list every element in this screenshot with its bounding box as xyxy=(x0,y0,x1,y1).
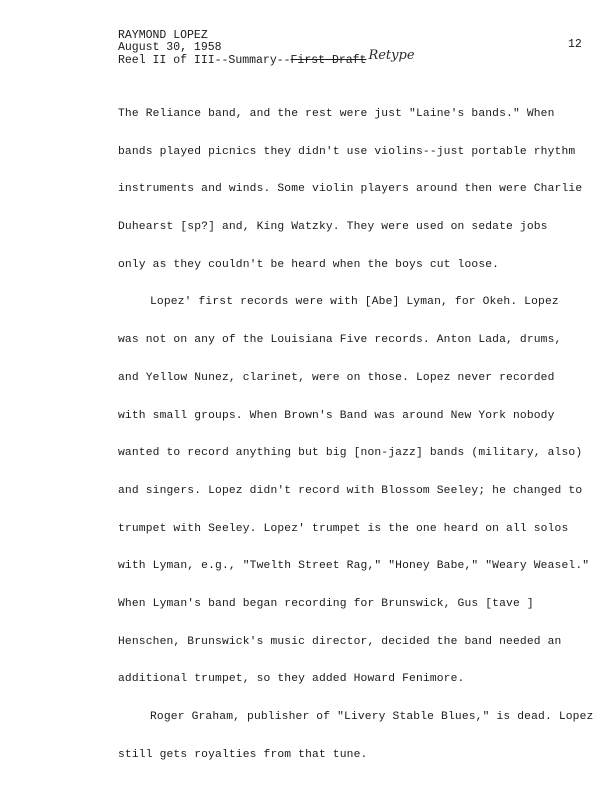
interview-date: August 30, 1958 xyxy=(118,41,222,54)
transcript-body xyxy=(118,96,612,774)
text-line: only as they couldn't be heard when the boys cut loose. xyxy=(118,258,500,271)
reel-label: Reel II of III--Summary-- xyxy=(118,54,291,67)
text-line: Henschen, Brunswick's music director, decided the band needed an xyxy=(118,635,562,648)
text-line: trumpet with Seeley. Lopez' trumpet is the one heard on all solos xyxy=(118,522,569,535)
struck-text: First Draft xyxy=(290,54,367,67)
handwritten-annotation: Retype xyxy=(368,48,415,63)
text-line: and Yellow Nunez, clarinet, were on those. Lopez never recorded xyxy=(118,371,555,384)
text-line: additional trumpet, so they added Howard Fenimore. xyxy=(118,673,465,686)
reel-info xyxy=(118,48,415,67)
page-number: 12 xyxy=(568,38,582,51)
text-line: Duhearst [sp?] and, King Watzky. They were used on sedate jobs xyxy=(118,221,548,234)
text-line: still gets royalties from that tune. xyxy=(118,748,368,761)
text-line: with small groups. When Brown's Band was around New York nobody xyxy=(118,409,555,422)
text-line: was not on any of the Louisiana Five records. Anton Lada, drums, xyxy=(118,334,562,347)
text-line: and singers. Lopez didn't record with Blossom Seeley; he changed to xyxy=(118,484,583,497)
document-header xyxy=(118,30,413,67)
text-line: The Reliance band, and the rest were just "Laine's bands." When xyxy=(118,108,555,120)
text-line: with Lyman, e.g., "Twelth Street Rag," "Honey Babe," "Weary Weasel." xyxy=(118,560,590,573)
text-line: Lopez' first records were with [Abe] Lyman, for Okeh. Lopez xyxy=(150,296,559,309)
text-line: Roger Graham, publisher of "Livery Stable Blues," is dead. Lopez xyxy=(150,711,594,723)
text-line: wanted to record anything but big [non-jazz] bands (military, also) xyxy=(118,447,583,460)
text-line: When Lyman's band began recording for Brunswick, Gus [tave ] xyxy=(118,597,534,610)
interviewee-name: RAYMOND LOPEZ xyxy=(118,29,208,42)
text-line: instruments and winds. Some violin players around then were Charlie xyxy=(118,183,583,196)
text-line: bands played picnics they didn't use violins--just portable rhythm xyxy=(118,145,576,158)
